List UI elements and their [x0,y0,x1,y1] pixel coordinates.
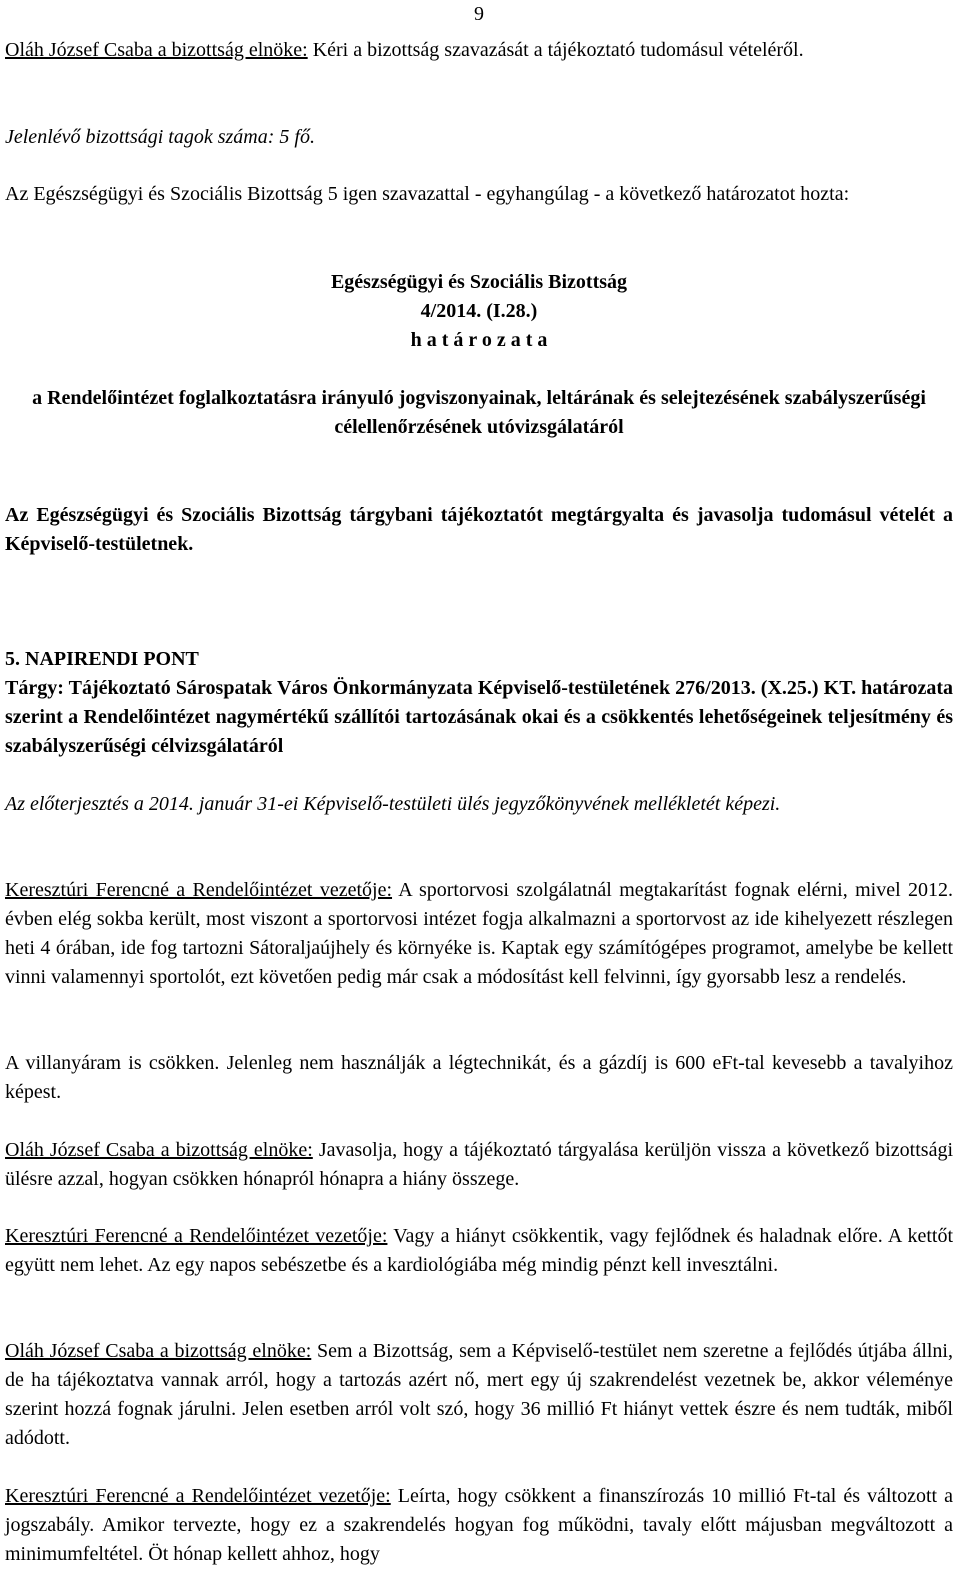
speaker-name: Keresztúri Ferencné a Rendelőintézet vezetője: [5,1225,388,1247]
speaker-name: Keresztúri Ferencné a Rendelőintézet vezetője: [5,1485,391,1507]
speech-text: Javasolja, hogy a tájékoztató tárgyalása kerüljön vissza a következő bizottsági ülésre azzal, hogyan csökken hónapról hónapra a hiány összege. [5,1139,953,1190]
speech-paragraph [5,1136,953,1194]
resolution-body: Egészségügyi és Szociális Bizottság [330,271,628,293]
speech-paragraph-continued: A villanyáram is csökken. Jelenleg nem használják a légtechnikát, és a gázdíj is 600 eFt-tal kevesebb a tavalyihoz képest. [5,1052,953,1103]
speech-paragraph [5,1222,953,1280]
agenda-note: Az előterjesztés a 2014. január 31-ei Képviselő-testületi ülés jegyzőkönyvének mellékletét képezi. [5,793,781,815]
speech-paragraph [5,876,953,992]
paragraph-attendance: Jelenlévő bizottsági tagok száma: 5 fő. [5,126,315,148]
speaker-name: Oláh József Csaba a bizottság elnöke: [5,1340,312,1362]
speech-text: Leírta, hogy csökkent a finanszírozás 10 millió Ft-tal és változott a jogszabály. Amikor tervezte, hogy ez a szakrendelés hogyan fog működni, tavaly előtt májusban megváltozott a minimumfeltétel. Öt hónap kellett ahhoz, hogy [5,1485,953,1565]
paragraph-vote-request [5,36,953,65]
paragraph-vote-result: Az Egészségügyi és Szociális Bizottság 5 igen szavazattal - egyhangúlag - a következő határozatot hozta: [5,183,850,205]
speech-text: Sem a Bizottság, sem a Képviselő-testület nem szeretne a fejlődés útjába állni, de ha tájékoztatva vannak arról, hogy a tartozás azért nő, mert egy új szakrendelést vezetnek be, akkor véleménye szerint hozzá fognak járulni. Jelen esetben arról volt szó, hogy 36 millió Ft hiányt vettek észre és nem tudták, miből adódott. [5,1340,953,1449]
paragraph-text: Kéri a bizottság szavazását a tájékoztató tudomásul vételéről. [307,39,804,61]
resolution-label: h a t á r o z a t a [410,329,548,351]
speech-paragraph [5,1482,953,1569]
speaker-name: Oláh József Csaba a bizottság elnöke: [5,1139,313,1161]
page-number: 9 [474,3,484,25]
agenda-subject: Tárgy: Tájékoztató Sárospatak Város Önkormányzata Képviselő-testületének 276/2013. (X.25.) KT. határozata szerint a Rendelőintézet nagymértékű szállítói tartozásának okai és a csökkentés lehetőségeinek teljesítmény és szabályszerűségi célvizsgálatáról [5,677,953,757]
agenda-heading: 5. NAPIRENDI PONT [5,648,199,670]
speech-text: Vagy a hiányt csökkentik, vagy fejlődnek és haladnak előre. A kettőt együtt nem lehet. Az egy napos sebészetbe és a kardiológiába még mindig pénzt kell invesztálni. [5,1225,954,1276]
speaker-name: Oláh József Csaba a bizottság elnöke: [5,39,308,61]
resolution-subject: a Rendelőintézet foglalkoztatásra irányuló jogviszonyainak, leltárának és selejtezésének szabályszerűségi célellenőrzésének utóvizsgálatáról [32,387,926,438]
speaker-name: Keresztúri Ferencné a Rendelőintézet vezetője: [5,879,393,901]
document-page [5,0,953,1573]
resolution-decision: Az Egészségügyi és Szociális Bizottság tárgybani tájékoztatót megtárgyalta és javasolja tudomásul vételét a Képviselő-testületnek. [5,504,953,555]
speech-text: A sportorvosi szolgálatnál megtakarítást fognak elérni, mivel 2012. évben elég sokba került, most viszont a sportorvosi intézet fogja alkalmazni a sportorvost az ide kihelyezett részlegen heti 4 órában, ide fog tartozni Sátoraljaújhely és környéke is. Kaptak egy számítógépes programot, amelybe be kellett vinni valamennyi sportolót, ezt követően pedig már csak a módosítást kell felvinni, így gyorsabb lesz a rendelés. [5,879,953,988]
resolution-number: 4/2014. (I.28.) [420,300,538,322]
speech-paragraph [5,1337,953,1453]
